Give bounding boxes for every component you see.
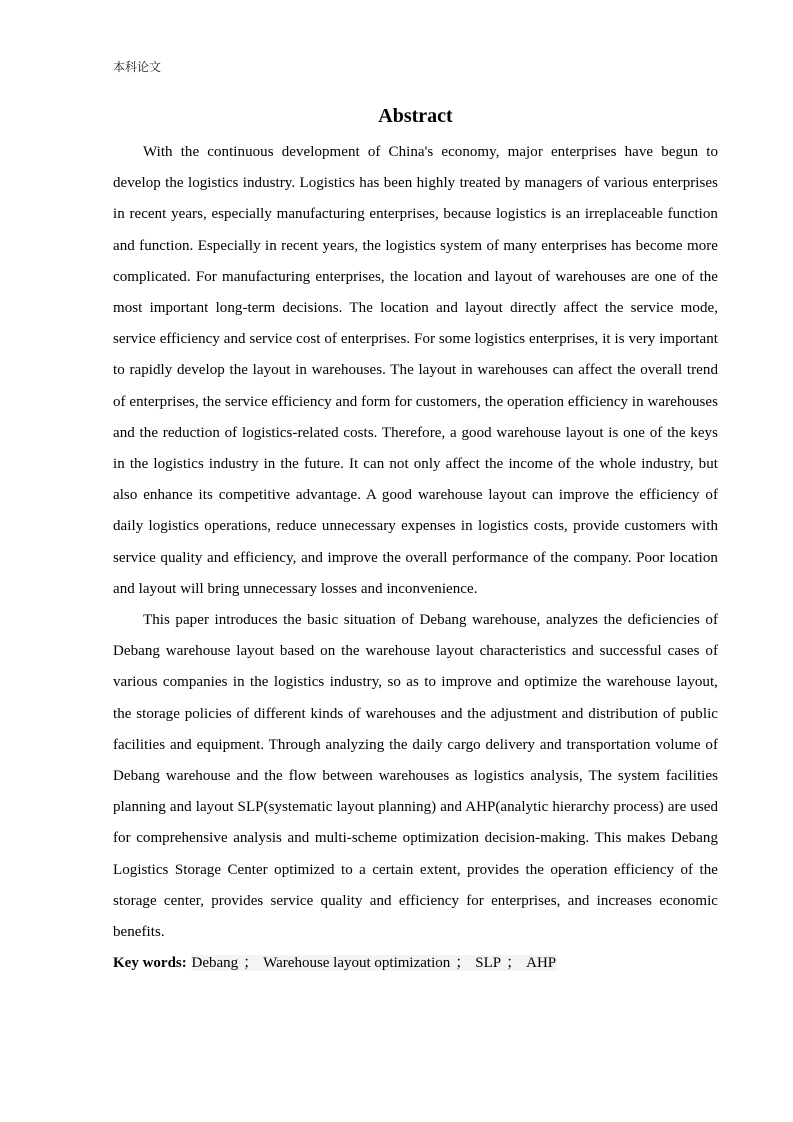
running-header: 本科论文 [113,60,162,74]
keyword-separator: ； [239,955,262,971]
keywords-line [113,948,718,979]
abstract-paragraph-2: This paper introduces the basic situation of Debang warehouse, analyzes the deficiencies of Debang warehouse layout based on the warehouse layout characteristics and successful cases of various companies in the logistics industry, so as to improve and optimize the warehouse layout, the storage policies of different kinds of warehouses and the adjustment and distribution of public facilities and equipment. Through analyzing the daily cargo delivery and transportation volume of Debang warehouse and the flow between warehouses as logistics analysis, The system facilities planning and layout SLP(systematic layout planning) and AHP(analytic hierarchy process) are used for comprehensive analysis and multi-scheme optimization decision-making. This makes Debang Logistics Storage Center optimized to a certain extent, provides the operation efficiency of the storage center, provides service quality and efficiency for enterprises, and increases economic benefits. [113,612,718,941]
abstract-title: Abstract [378,105,453,127]
abstract-body [113,137,718,979]
keyword-separator: ； [502,955,525,971]
keyword-item: Debang [191,955,239,972]
keyword-separator: ； [451,955,474,971]
keyword-item: Warehouse layout optimization [263,955,451,972]
keyword-item: AHP [526,955,557,972]
keywords-label: Key words: [113,955,187,972]
keyword-item: SLP [475,955,502,972]
abstract-paragraph-1: With the continuous development of China's economy, major enterprises have begun to develop the logistics industry. Logistics has been highly treated by managers of various enterprises in recent years, especially manufacturing enterprises, because logistics is an irreplaceable function and function. Especially in recent years, the logistics system of many enterprises has become more complicated. For manufacturing enterprises, the location and layout of warehouses are one of the most important long-term decisions. The location and layout directly affect the service mode, service efficiency and service cost of enterprises. For some logistics enterprises, it is very important to rapidly develop the layout in warehouses. The layout in warehouses can affect the overall trend of enterprises, the service efficiency and form for customers, the operation efficiency in warehouses and the reduction of logistics-related costs. Therefore, a good warehouse layout is one of the keys in the logistics industry in the future. It can not only affect the income of the whole industry, but also enhance its competitive advantage. A good warehouse layout can improve the efficiency of daily logistics operations, reduce unnecessary expenses in logistics costs, provide customers with service quality and efficiency, and improve the overall performance of the company. Poor location and layout will bring unnecessary losses and inconvenience. [113,144,718,597]
